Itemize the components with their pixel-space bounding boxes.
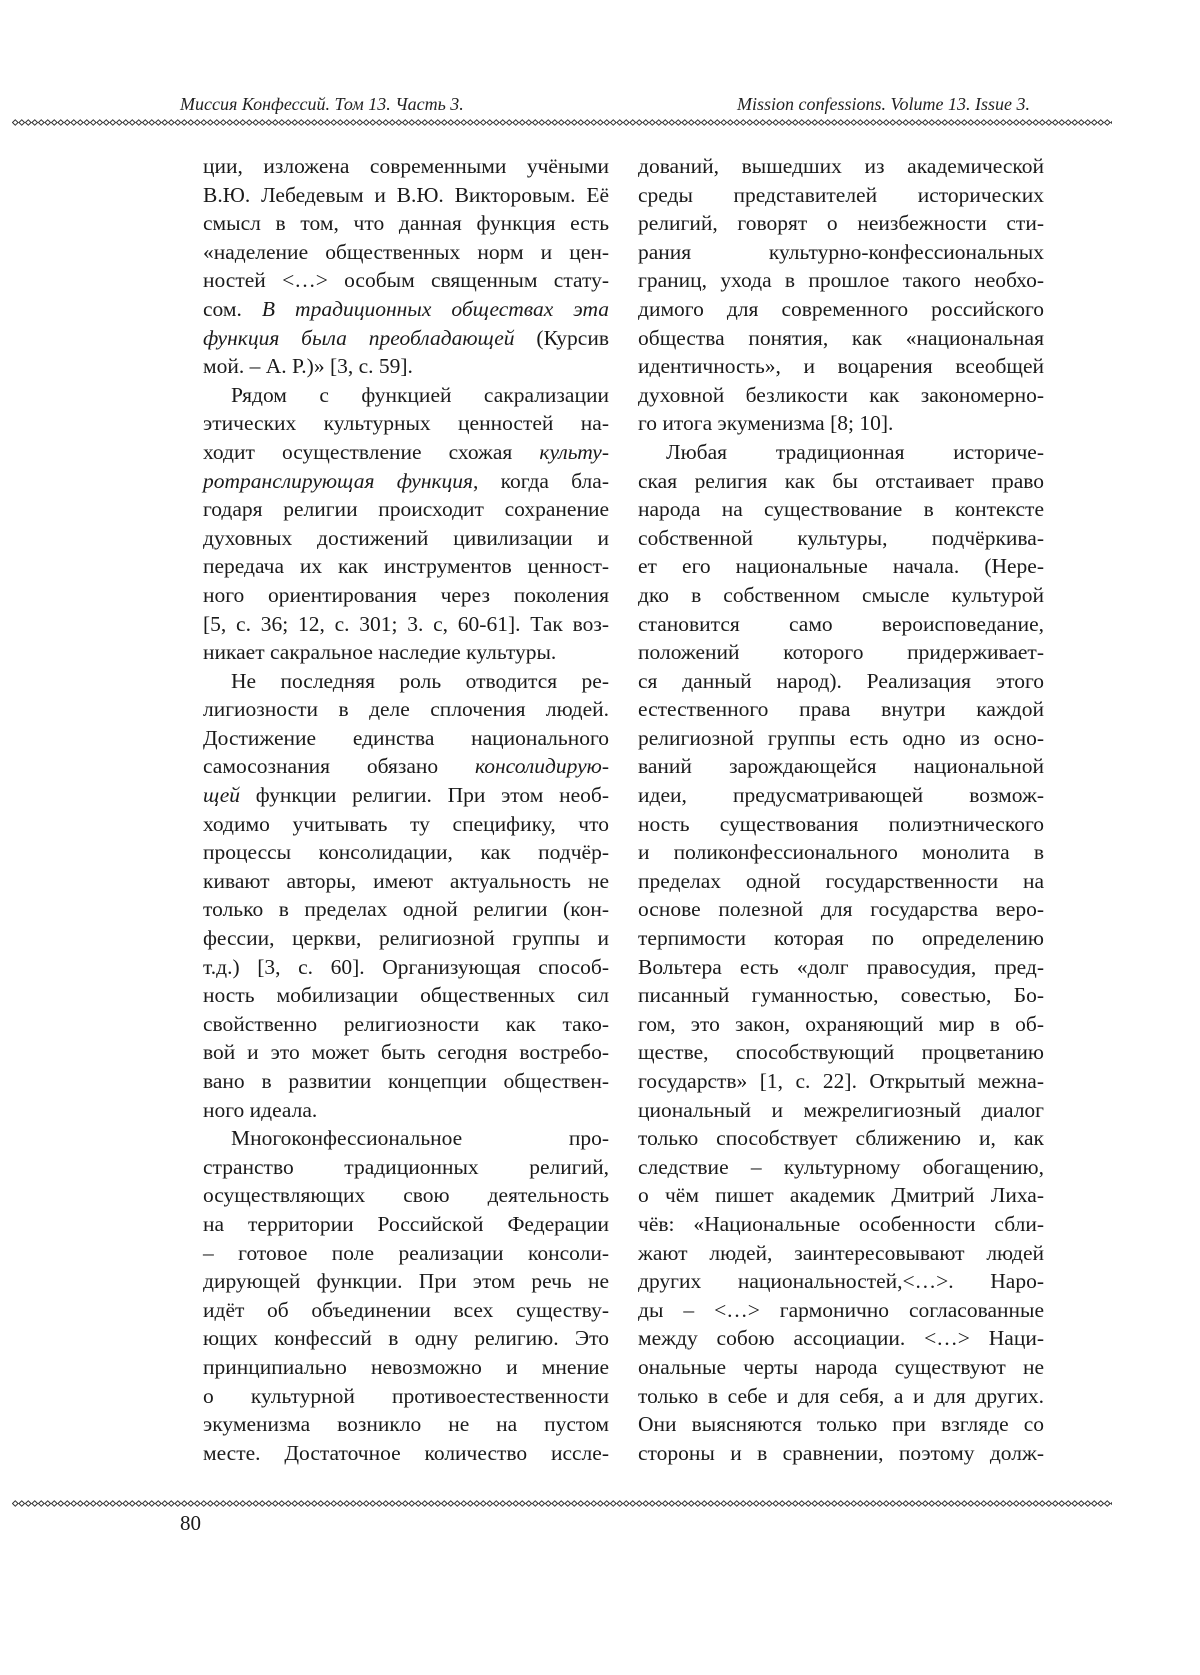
text-line: следствие – культурному обогащению, (638, 1153, 1044, 1182)
text-line: странство традиционных религий, (203, 1153, 609, 1182)
text-line: Они выясняются только при взгляде со (638, 1410, 1044, 1439)
text-line: этических культурных ценностей на- (203, 409, 609, 438)
text-line: и поликонфессионального монолита в (638, 838, 1044, 867)
text-line: т.д.) [3, с. 60]. Организующая способ- (203, 953, 609, 982)
text-line: ностей <…> особым священным стату- (203, 266, 609, 295)
ornamental-rule-bottom (12, 1500, 1112, 1507)
text-line: становится само вероисповедание, (638, 610, 1044, 639)
text-line: процессы консолидации, как подчёр- (203, 838, 609, 867)
text-line: ществе, способствующий процветанию (638, 1038, 1044, 1067)
text-line: вой и это может быть сегодня востребо- (203, 1038, 609, 1067)
text-line: передача их как инструментов ценност- (203, 552, 609, 581)
text-line: Любая традиционная историче- (638, 438, 1044, 467)
text-line: экуменизма возникло не на пустом (203, 1410, 609, 1439)
text-line: общества понятия, как «национальная (638, 324, 1044, 353)
text-line: религий, говорят о неизбежности сти- (638, 209, 1044, 238)
text-line: среды представителей исторических (638, 181, 1044, 210)
text-line: дований, вышедших из академической (638, 152, 1044, 181)
text-line: ональные черты народа существуют не (638, 1353, 1044, 1382)
text-line: чёв: «Национальные особенности сбли- (638, 1210, 1044, 1239)
text-line: о чём пишет академик Дмитрий Лиха- (638, 1181, 1044, 1210)
text-line: писанный гуманностью, совестью, Бо- (638, 981, 1044, 1010)
text-line: идёт об объединении всех существу- (203, 1296, 609, 1325)
text-line: годаря религии происходит сохранение (203, 495, 609, 524)
running-head-right: Mission confessions. Volume 13. Issue 3. (737, 94, 1030, 115)
text-line: идеи, предусматривающей возмож- (638, 781, 1044, 810)
text-line (203, 752, 609, 781)
text-line: ваний зарождающейся национальной (638, 752, 1044, 781)
running-head-left: Миссия Конфессий. Том 13. Часть 3. (180, 94, 464, 115)
text-line: государств» [1, с. 22]. Открытый межна- (638, 1067, 1044, 1096)
text-line: [5, с. 36; 12, с. 301; 3. с, 60-61]. Так воз- (203, 610, 609, 639)
text-line: только в пределах одной религии (кон- (203, 895, 609, 924)
text-line: положений которого придерживает- (638, 638, 1044, 667)
text-line: терпимости которая по определению (638, 924, 1044, 953)
text-line: духовных достижений цивилизации и (203, 524, 609, 553)
text-line: мой. – А. Р.)» [3, с. 59]. (203, 352, 609, 381)
text-line: ды – <…> гармонично согласованные (638, 1296, 1044, 1325)
text-line: Достижение единства национального (203, 724, 609, 753)
text-line: только способствует сближению и, как (638, 1124, 1044, 1153)
text-line: собственной культуры, подчёркива- (638, 524, 1044, 553)
text-line: идентичность», и воцарения всеобщей (638, 352, 1044, 381)
ornamental-rule-top (12, 119, 1112, 126)
italic-text: В традиционных обществах эта (262, 297, 609, 321)
text-line: ного ориентирования через поколения (203, 581, 609, 610)
text-line: о культурной противоестественности (203, 1382, 609, 1411)
text-line: ская религия как бы отстаивает право (638, 467, 1044, 496)
text-line: лигиозности в деле сплочения людей. (203, 695, 609, 724)
text-line: ность существования полиэтнического (638, 810, 1044, 839)
text-line: ного идеала. (203, 1096, 609, 1125)
text-column-left (203, 152, 609, 1467)
italic-text: культу- (539, 440, 609, 464)
text-line: ет его национальные начала. (Нере- (638, 552, 1044, 581)
text-line (203, 467, 609, 496)
text-line: естественного права внутри каждой (638, 695, 1044, 724)
text-line: основе полезной для государства веро- (638, 895, 1044, 924)
text-line: ции, изложена современными учёными (203, 152, 609, 181)
text-line: ся данный народ). Реализация этого (638, 667, 1044, 696)
text-line: смысл в том, что данная функция есть (203, 209, 609, 238)
italic-text: консолидирую- (475, 754, 609, 778)
italic-text: ротранслирующая функция (203, 469, 473, 493)
text-segment: функции религии. При этом необ- (240, 783, 609, 807)
text-line: на территории Российской Федерации (203, 1210, 609, 1239)
text-line: дирующей функции. При этом речь не (203, 1267, 609, 1296)
text-line: между собою ассоциации. <…> Наци- (638, 1324, 1044, 1353)
text-line: жают людей, заинтересовывают людей (638, 1239, 1044, 1268)
text-line: димого для современного российского (638, 295, 1044, 324)
text-line: свойственно религиозности как тако- (203, 1010, 609, 1039)
italic-text: функция была преобладающей (203, 326, 515, 350)
text-line: В.Ю. Лебедевым и В.Ю. Викторовым. Её (203, 181, 609, 210)
text-line: других национальностей,<…>. Наро- (638, 1267, 1044, 1296)
text-line: фессии, церкви, религиозной группы и (203, 924, 609, 953)
text-line: стороны и в сравнении, поэтому долж- (638, 1439, 1044, 1468)
italic-text: щей (203, 783, 240, 807)
text-line: ность мобилизации общественных сил (203, 981, 609, 1010)
text-line: Многоконфессиональное про- (203, 1124, 609, 1153)
text-line: рания культурно-конфессиональных (638, 238, 1044, 267)
text-line: Рядом с функцией сакрализации (203, 381, 609, 410)
text-segment: ходит осуществление схожая (203, 440, 539, 464)
text-segment: (Курсив (515, 326, 609, 350)
text-segment: сом. (203, 297, 262, 321)
text-line: Не последняя роль отводится ре- (203, 667, 609, 696)
text-line: религиозной группы есть одно из осно- (638, 724, 1044, 753)
text-line (203, 295, 609, 324)
text-line: гом, это закон, охраняющий мир в об- (638, 1010, 1044, 1039)
text-line: пределах одной государственности на (638, 867, 1044, 896)
text-line: кивают авторы, имеют актуальность не (203, 867, 609, 896)
text-line: циональный и межрелигиозный диалог (638, 1096, 1044, 1125)
text-line (203, 781, 609, 810)
text-line: месте. Достаточное количество иссле- (203, 1439, 609, 1468)
text-line: ходимо учитывать ту специфику, что (203, 810, 609, 839)
text-line: Вольтера есть «долг правосудия, пред- (638, 953, 1044, 982)
text-line: границ, ухода в прошлое такого необхо- (638, 266, 1044, 295)
text-line (203, 438, 609, 467)
text-line: ющих конфессий в одну религию. Это (203, 1324, 609, 1353)
text-line: – готовое поле реализации консоли- (203, 1239, 609, 1268)
page-number: 80 (180, 1511, 201, 1536)
text-line: дко в собственном смысле культурой (638, 581, 1044, 610)
text-line: осуществляющих свою деятельность (203, 1181, 609, 1210)
text-line: го итога экуменизма [8; 10]. (638, 409, 1044, 438)
text-line: «наделение общественных норм и цен- (203, 238, 609, 267)
text-line: только в себе и для себя, а и для других. (638, 1382, 1044, 1411)
text-segment: самосознания обязано (203, 754, 475, 778)
text-line: вано в развитии концепции обществен- (203, 1067, 609, 1096)
text-line: народа на существование в контексте (638, 495, 1044, 524)
text-line: духовной безликости как закономерно- (638, 381, 1044, 410)
text-segment: , когда бла- (473, 469, 609, 493)
text-line: принципиально невозможно и мнение (203, 1353, 609, 1382)
text-column-right (638, 152, 1044, 1467)
text-line: никает сакральное наследие культуры. (203, 638, 609, 667)
text-line (203, 324, 609, 353)
